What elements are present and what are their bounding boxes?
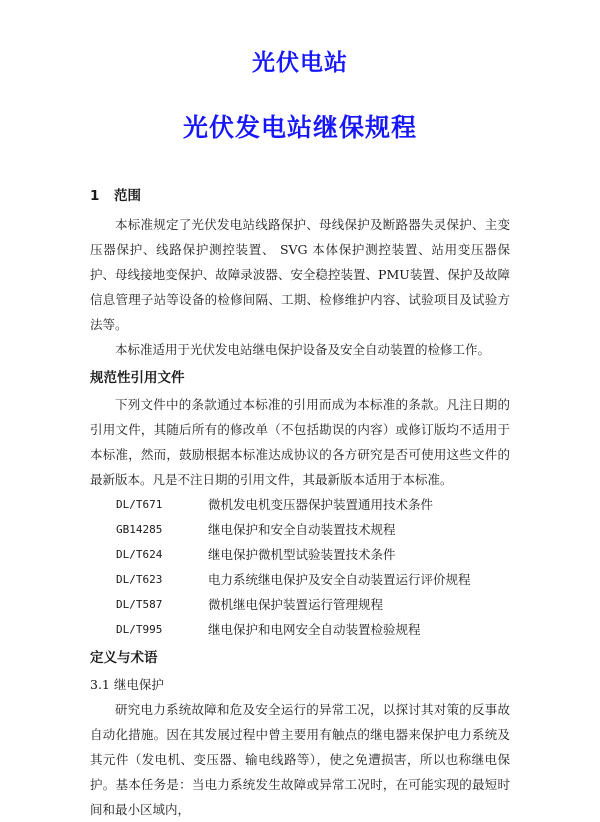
section-2-paragraph: 下列文件中的条款通过本标准的引用而成为本标准的条款。凡注日期的引用文件，其随后所有的修改单（不包括勘误的内容）或修订版均不适用于本标准，然而，鼓励根据本标准达成协议的各方研究是否可使用这些文件的最新版本。凡是不注日期的引用文件，其最新版本适用于本标准。 xyxy=(90,397,510,487)
reference-code: DL/T623 xyxy=(116,573,163,586)
reference-list xyxy=(90,492,510,642)
section-3-1-heading: 3.1 继电保护 xyxy=(90,677,164,692)
reference-title: 继电保护微机型试验装置技术条件 xyxy=(208,547,396,562)
reference-item xyxy=(90,492,510,517)
reference-title: 微机继电保护装置运行管理规程 xyxy=(208,597,384,612)
section-1-title: 范围 xyxy=(114,188,141,204)
section-2-heading: 规范性引用文件 xyxy=(90,370,185,386)
reference-item xyxy=(90,517,510,542)
reference-code: DL/T995 xyxy=(116,623,163,636)
document-title: 光伏电站 xyxy=(252,50,348,76)
reference-code: GB14285 xyxy=(116,523,163,536)
reference-item xyxy=(90,592,510,617)
reference-title: 继电保护和安全自动装置技术规程 xyxy=(208,522,396,537)
reference-title: 电力系统继电保护及安全自动装置运行评价规程 xyxy=(208,572,471,587)
reference-title: 继电保护和电网安全自动装置检验规程 xyxy=(208,622,421,637)
section-1-heading xyxy=(90,184,510,208)
reference-code: DL/T671 xyxy=(116,498,163,511)
reference-title: 微机发电机变压器保护装置通用技术条件 xyxy=(208,497,434,512)
section-3-paragraph: 研究电力系统故障和危及安全运行的异常工况，以探讨其对策的反事故自动化措施。因在其发展过程中曾主要用有触点的继电器来保护电力系统及其元件（发电机、变压器、输电线路等），使之免遭损害，所以也称继电保护。基本任务是：当电力系统发生故障或异常工况时，在可能实现的最短时间和最小区域内， xyxy=(90,702,510,817)
reference-code: DL/T587 xyxy=(116,598,163,611)
section-3-heading: 定义与术语 xyxy=(90,650,158,666)
reference-item xyxy=(90,567,510,592)
document-subtitle: 光伏发电站继保规程 xyxy=(182,113,417,142)
reference-item xyxy=(90,542,510,567)
document-body xyxy=(90,184,510,822)
reference-code: DL/T624 xyxy=(116,548,163,561)
section-1-number: 1 xyxy=(90,188,100,204)
section-1-paragraph: 本标准适用于光伏发电站继电保护设备及安全自动装置的检修工作。 xyxy=(115,342,491,357)
section-1-paragraph: 本标准规定了光伏发电站线路保护、母线保护及断路器失灵保护、主变压器保护、线路保护测控装置、 SVG 本体保护测控装置、站用变压器保护、母线接地变保护、故障录波器、安全稳控装置、PMU装置、保护及故障信息管理子站等设备的检修间隔、工期、检修维护内容、试验项目及试验方法等。 xyxy=(90,217,510,332)
reference-item xyxy=(90,617,510,642)
